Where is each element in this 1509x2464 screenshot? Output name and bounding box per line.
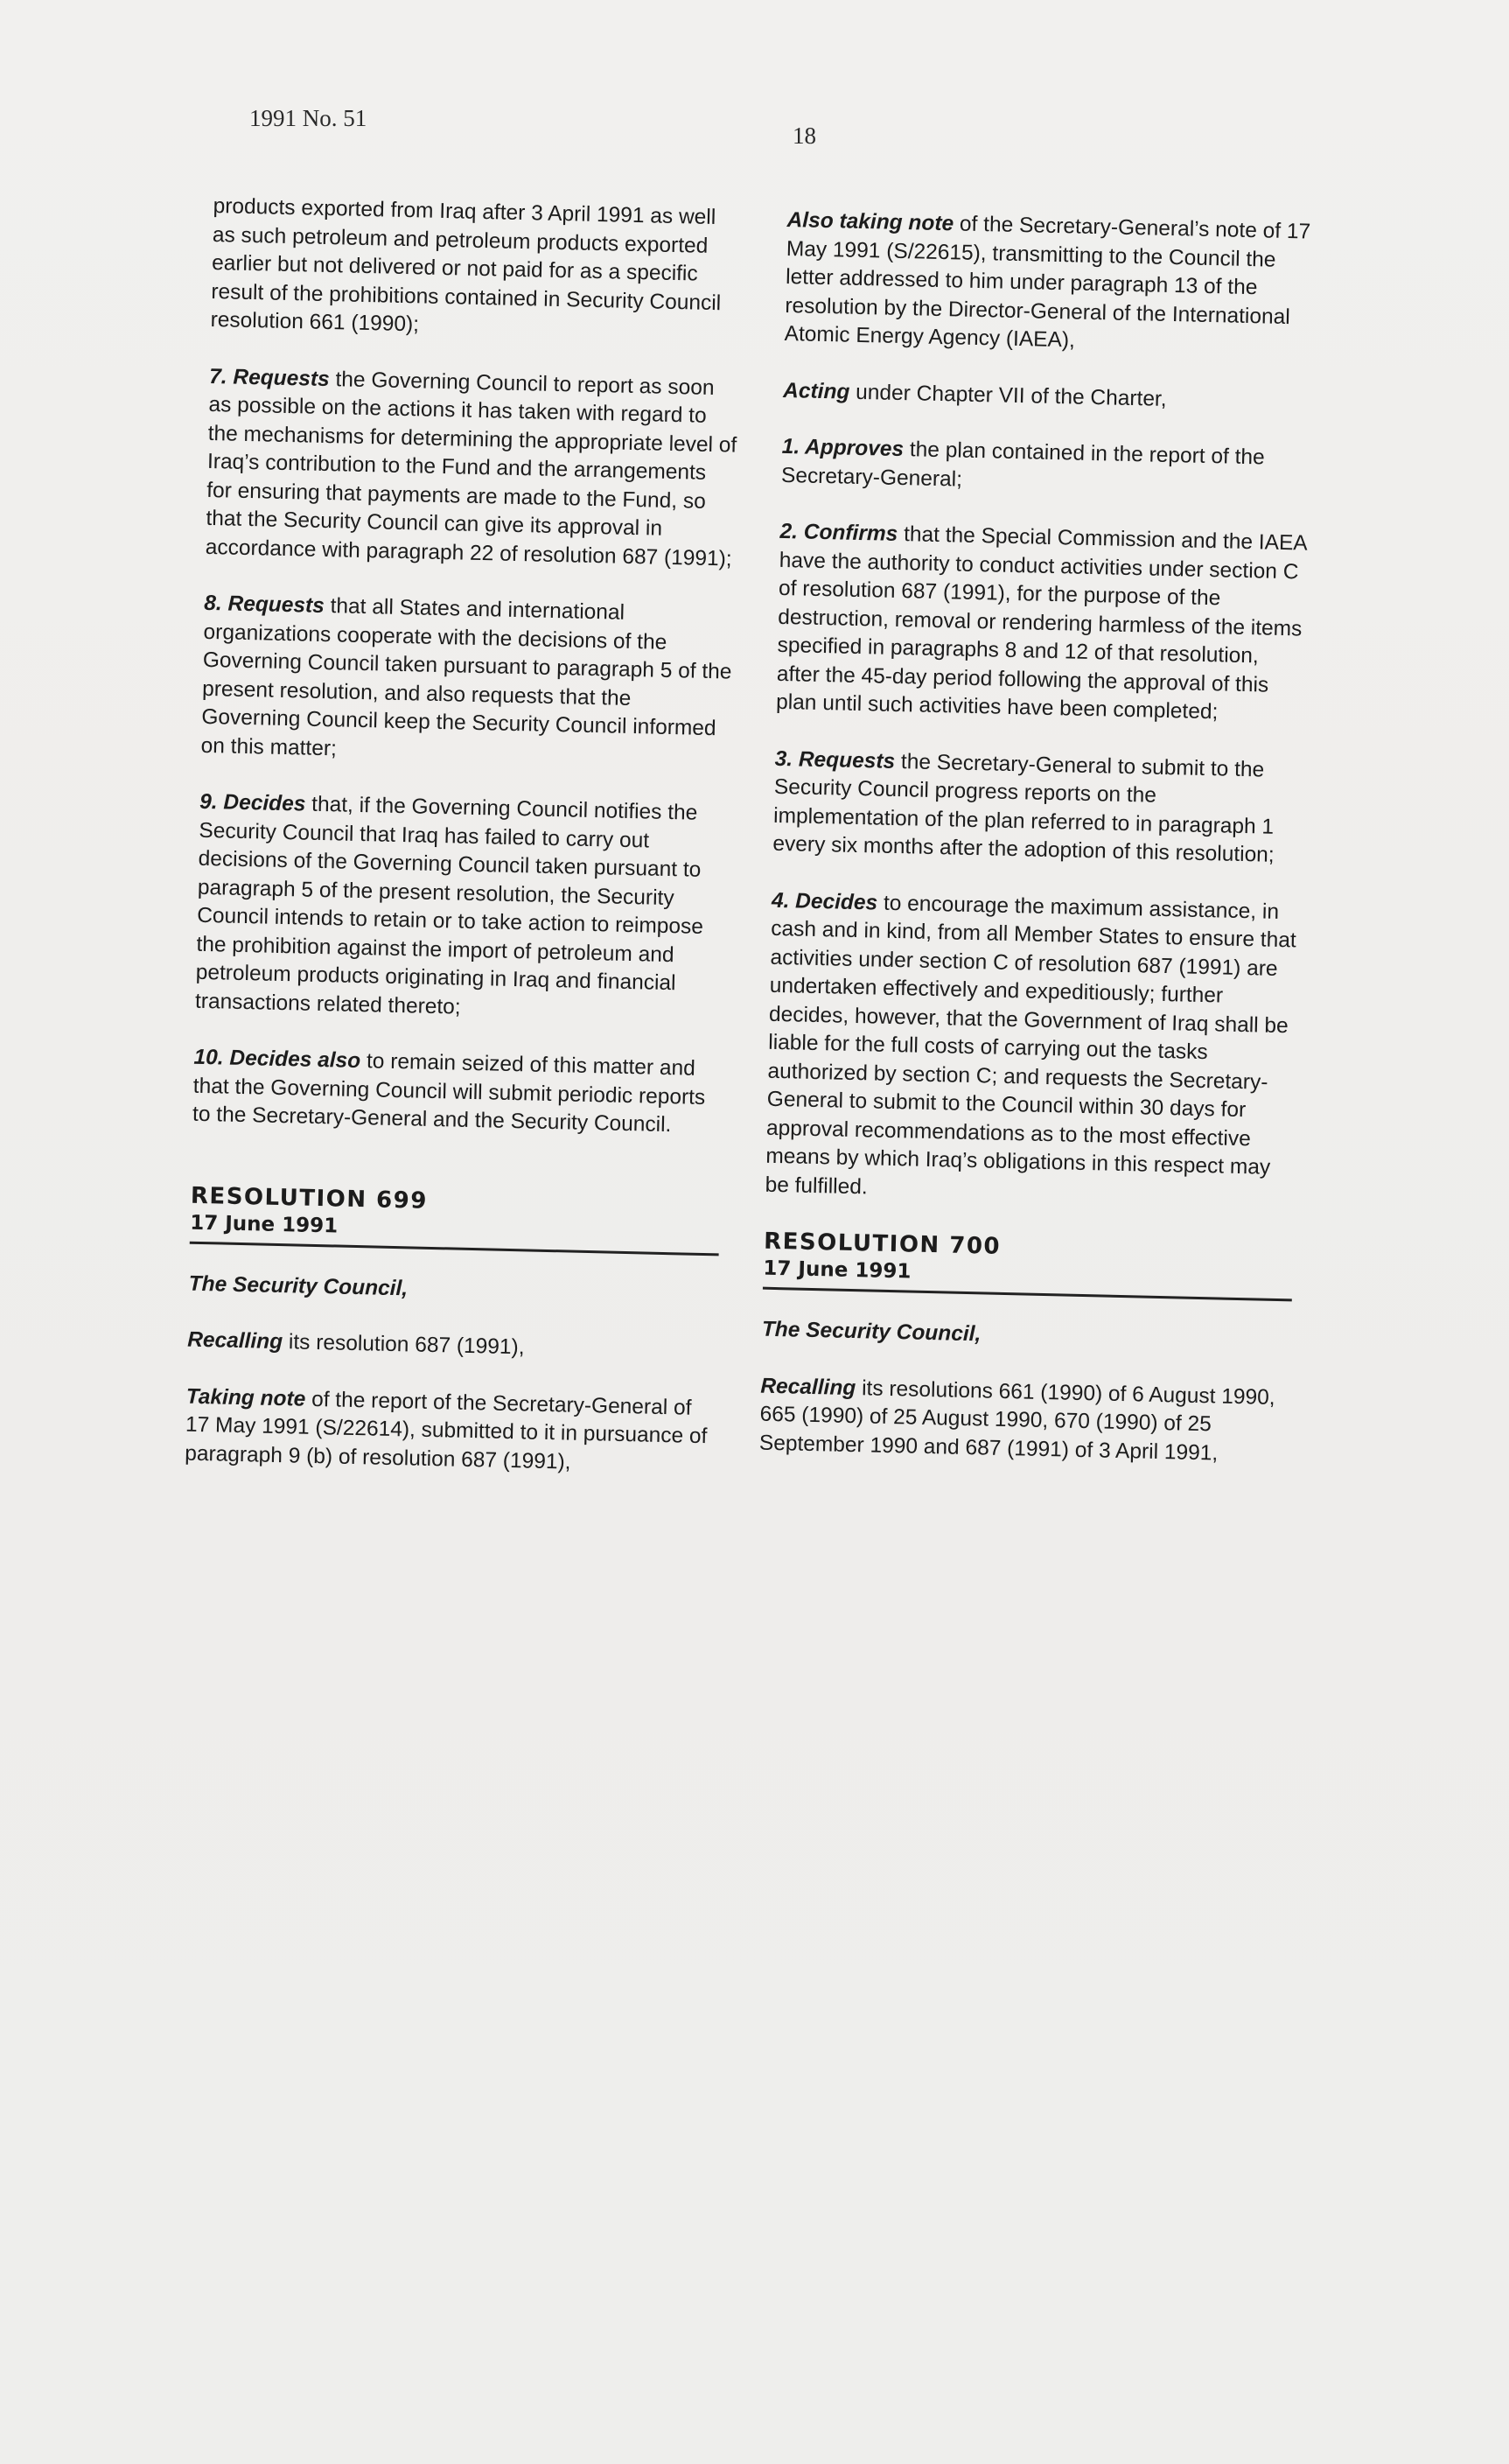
paragraph-8: [200, 590, 733, 773]
resolution-700-recalling: [759, 1372, 1290, 1469]
paragraph-lead: 7. Requests: [208, 364, 331, 391]
paragraph-lead: 8. Requests: [204, 591, 325, 618]
paragraph-text: the Governing Council to report as soon as possible on the actions it has taken with regard to the mechanisms for determining the appropriate level of Iraq’s contribution to the Fund and the arrangements for ensuring that payments are made to the Fund, so that the Security Council can give its approval in accordance with paragraph 22 of resolution 687 (1991);: [205, 367, 737, 571]
paragraph-9: [195, 788, 730, 1028]
paragraph-lead: 10. Decides also: [193, 1045, 361, 1074]
paragraph-text: of the report of the Secretary-General of 17 May 1991 (S/22614), submitted to it in pursuance of paragraph 9 (b) of resolution 687 (1991),: [185, 1387, 708, 1474]
also-taking-note: [784, 206, 1317, 360]
paragraph-lead: 9. Decides: [199, 789, 306, 816]
left-column: [184, 192, 743, 1508]
paragraph-text: its resolution 687 (1991),: [282, 1330, 525, 1360]
paragraph-lead: Recalling: [760, 1374, 856, 1400]
running-head: 1991 No. 51: [249, 105, 367, 131]
paragraph-text: that the Special Commission and the IAEA have the authority to conduct activities under section C of resolution 687 (1991), for the purpose of the destruction, removal or rendering harmless of the items specified in paragraphs 8 and 12 of that resolution, after the 45-day period following the approval of this plan until such activities have been completed;: [775, 522, 1307, 724]
paragraph-text: to encourage the maximum assistance, in cash and in kind, from all Member States to ensure that activities under section C of resolution 687 (1991) are undertaken effectively and expeditiously; further decides, however, that the Government of Iraq shall be liable for the full costs of carrying out the tasks authorized by section C; and requests the Secretary-General to submit to the Council within 30 days for approval recommendations as to the most effective means by which Iraq’s obligations in this respect may be fulfilled.: [765, 891, 1296, 1199]
resolution-699-taking-note: [185, 1382, 716, 1480]
paragraph-text: its resolutions 661 (1990) of 6 August 1990, 665 (1990) of 25 August 1990, 670 (1990) of 25 September 1990 and 687 (1991) of 3 April 1991,: [758, 1376, 1275, 1466]
right-column: [758, 206, 1317, 1497]
paragraph-lead: Also taking note: [786, 207, 954, 236]
resolution-699-subject: The Security Council,: [188, 1271, 409, 1300]
operative-paragraph-1: [781, 433, 1311, 502]
resolution-700-date: 17 June 1991: [763, 1256, 1293, 1302]
paragraph-continuation: [210, 192, 743, 346]
paragraph-lead: 2. Confirms: [779, 519, 898, 546]
paragraph-text: to remain seized of this matter and that the Governing Council will submit periodic reports to the Secretary-General and the Security Council.: [192, 1049, 706, 1138]
paragraph-lead: Recalling: [186, 1327, 283, 1354]
paragraph-text: under Chapter VII of the Charter,: [849, 380, 1167, 411]
paragraph-lead: Taking note: [185, 1384, 306, 1411]
resolution-699-recalling: [187, 1326, 717, 1367]
paragraph-text: of the Secretary-General’s note of 17 May 1991 (S/22615), transmitting to the Council the letter addressed to him under paragraph 13 of the resolution by the Director-General of the International Atomic Energy Agency (IAEA),: [784, 212, 1311, 353]
paragraph-text: that all States and international organizations cooperate with the decisions of the Governing Council taken pursuant to paragraph 5 of the present resolution, and also requests that the Governing Council keep the Security Council informed on this matter;: [200, 594, 732, 760]
paragraph-10: [192, 1044, 723, 1141]
resolution-700-subject: The Security Council,: [761, 1317, 982, 1347]
paragraph-text: products exported from Iraq after 3 April 1991 as well as such petroleum and petroleum products exported earlier but not delivered or not paid for as a specific result of the prohibitions contained in Security Council resolution 661 (1990);: [210, 193, 722, 337]
paragraph-lead: Acting: [782, 378, 850, 404]
paragraph-text: that, if the Governing Council notifies the Security Council that Iraq has failed to carry out decisions of the Governing Council taken pursuant to paragraph 5 of the present resolution, the Security Council intends to retain or to take action to reimpose the prohibition against the import of petroleum and petroleum products originating in Iraq and financial transactions related thereto;: [194, 792, 704, 1019]
paragraph-lead: 4. Decides: [771, 888, 878, 915]
paragraph-text: the plan contained in the report of the Secretary-General;: [780, 438, 1265, 492]
paragraph-7: [205, 362, 738, 573]
page-number: 18: [793, 122, 816, 149]
operative-paragraph-2: [776, 518, 1310, 729]
paragraph-lead: 1. Approves: [781, 434, 905, 462]
paragraph-lead: 3. Requests: [774, 746, 896, 774]
operative-paragraph-4: [765, 886, 1301, 1211]
acting-clause: [783, 376, 1313, 416]
operative-paragraph-3: [772, 745, 1304, 871]
paragraph-text: the Secretary-General to submit to the Security Council progress reports on the implementation of the plan referred to in paragraph 1 every six months after the adoption of this resolution;: [772, 749, 1275, 867]
resolution-699-date: 17 June 1991: [190, 1209, 720, 1256]
resolution-700-title: RESOLUTION 700: [763, 1228, 1002, 1260]
resolution-699-title: RESOLUTION 699: [190, 1182, 429, 1214]
